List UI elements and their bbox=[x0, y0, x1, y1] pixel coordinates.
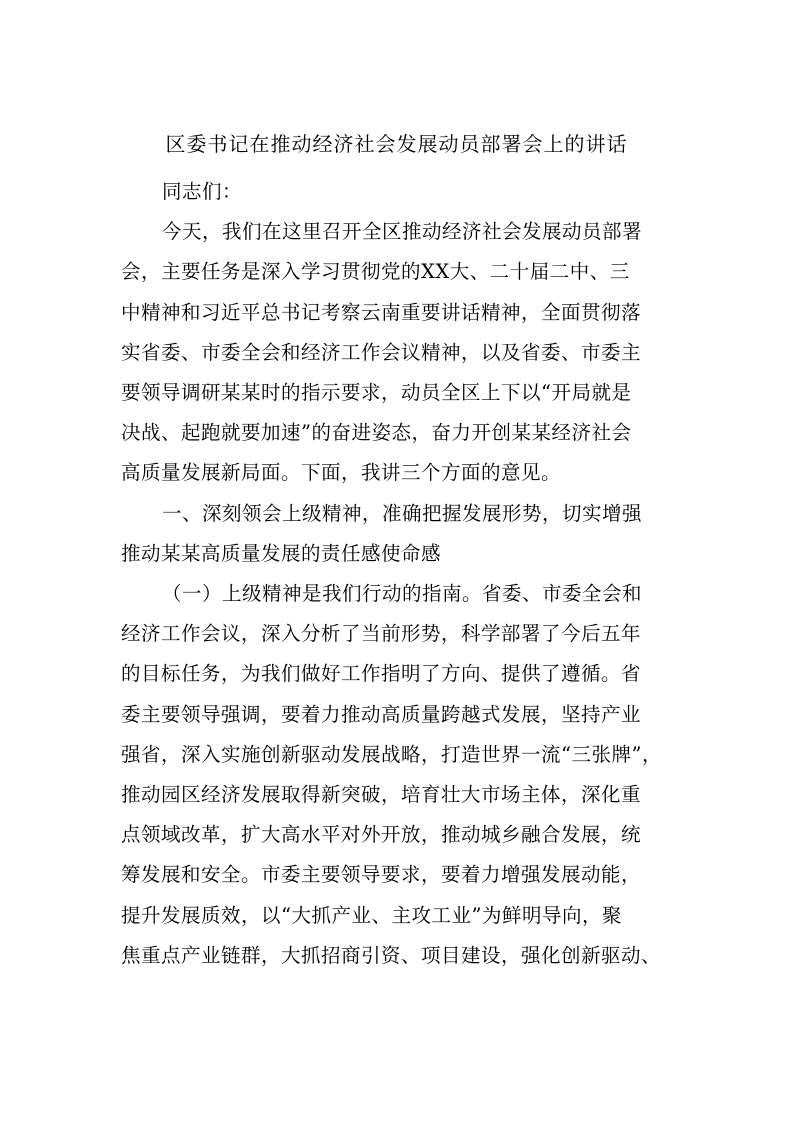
paragraph-line: 要领导调研某某时的指示要求，动员全区上下以“开局就是 bbox=[121, 381, 632, 405]
paragraph-line: 会，主要任务是深入学习贯彻党的XX大、二十届二中、三 bbox=[121, 260, 630, 284]
page-title: 区委书记在推动经济社会发展动员部署会上的讲话 bbox=[165, 132, 628, 156]
paragraph-line: 推动园区经济发展取得新突破，培育壮大市场主体，深化重 bbox=[121, 783, 642, 807]
paragraph-line: 经济工作会议，深入分析了当前形势，科学部署了今后五年 bbox=[121, 622, 642, 646]
paragraph-line: 实省委、市委全会和经济工作会议精神，以及省委、市委主 bbox=[121, 340, 642, 364]
salutation-line: 同志们： bbox=[161, 180, 242, 203]
paragraph-line: 筹发展和安全。市委主要领导要求，要着力增强发展动能， bbox=[121, 863, 642, 887]
paragraph-line: 提升发展质效，以“大抓产业、主攻工业”为鲜明导向，聚 bbox=[121, 903, 622, 927]
paragraph-line: 焦重点产业链群，大抓招商引资、项目建设，强化创新驱动、 bbox=[121, 943, 662, 967]
paragraph-line: 今天，我们在这里召开全区推动经济社会发展动员部署 bbox=[161, 220, 642, 244]
paragraph-line: 强省，深入实施创新驱动发展战略，打造世界一流“三张牌”， bbox=[121, 742, 662, 766]
paragraph-line: 点领域改革，扩大高水平对外开放，推动城乡融合发展，统 bbox=[121, 823, 642, 847]
subsection-line: （一）上级精神是我们行动的指南。省委、市委全会和 bbox=[161, 582, 642, 606]
section-heading-line: 一、深刻领会上级精神，准确把握发展形势，切实增强 bbox=[161, 501, 642, 525]
paragraph-line: 的目标任务，为我们做好工作指明了方向、提供了遵循。省 bbox=[121, 662, 642, 686]
paragraph-line: 决战、起跑就要加速”的奋进姿态，奋力开创某某经济社会 bbox=[121, 421, 632, 445]
speech-body bbox=[121, 172, 674, 976]
paragraph-line: 委主要领导强调，要着力推动高质量跨越式发展，坚持产业 bbox=[121, 702, 642, 726]
paragraph-line: 高质量发展新局面。下面，我讲三个方面的意见。 bbox=[121, 461, 562, 485]
paragraph-line: 中精神和习近平总书记考察云南重要讲话精神，全面贯彻落 bbox=[121, 300, 642, 324]
section-heading-line: 推动某某高质量发展的责任感使命感 bbox=[121, 541, 442, 565]
